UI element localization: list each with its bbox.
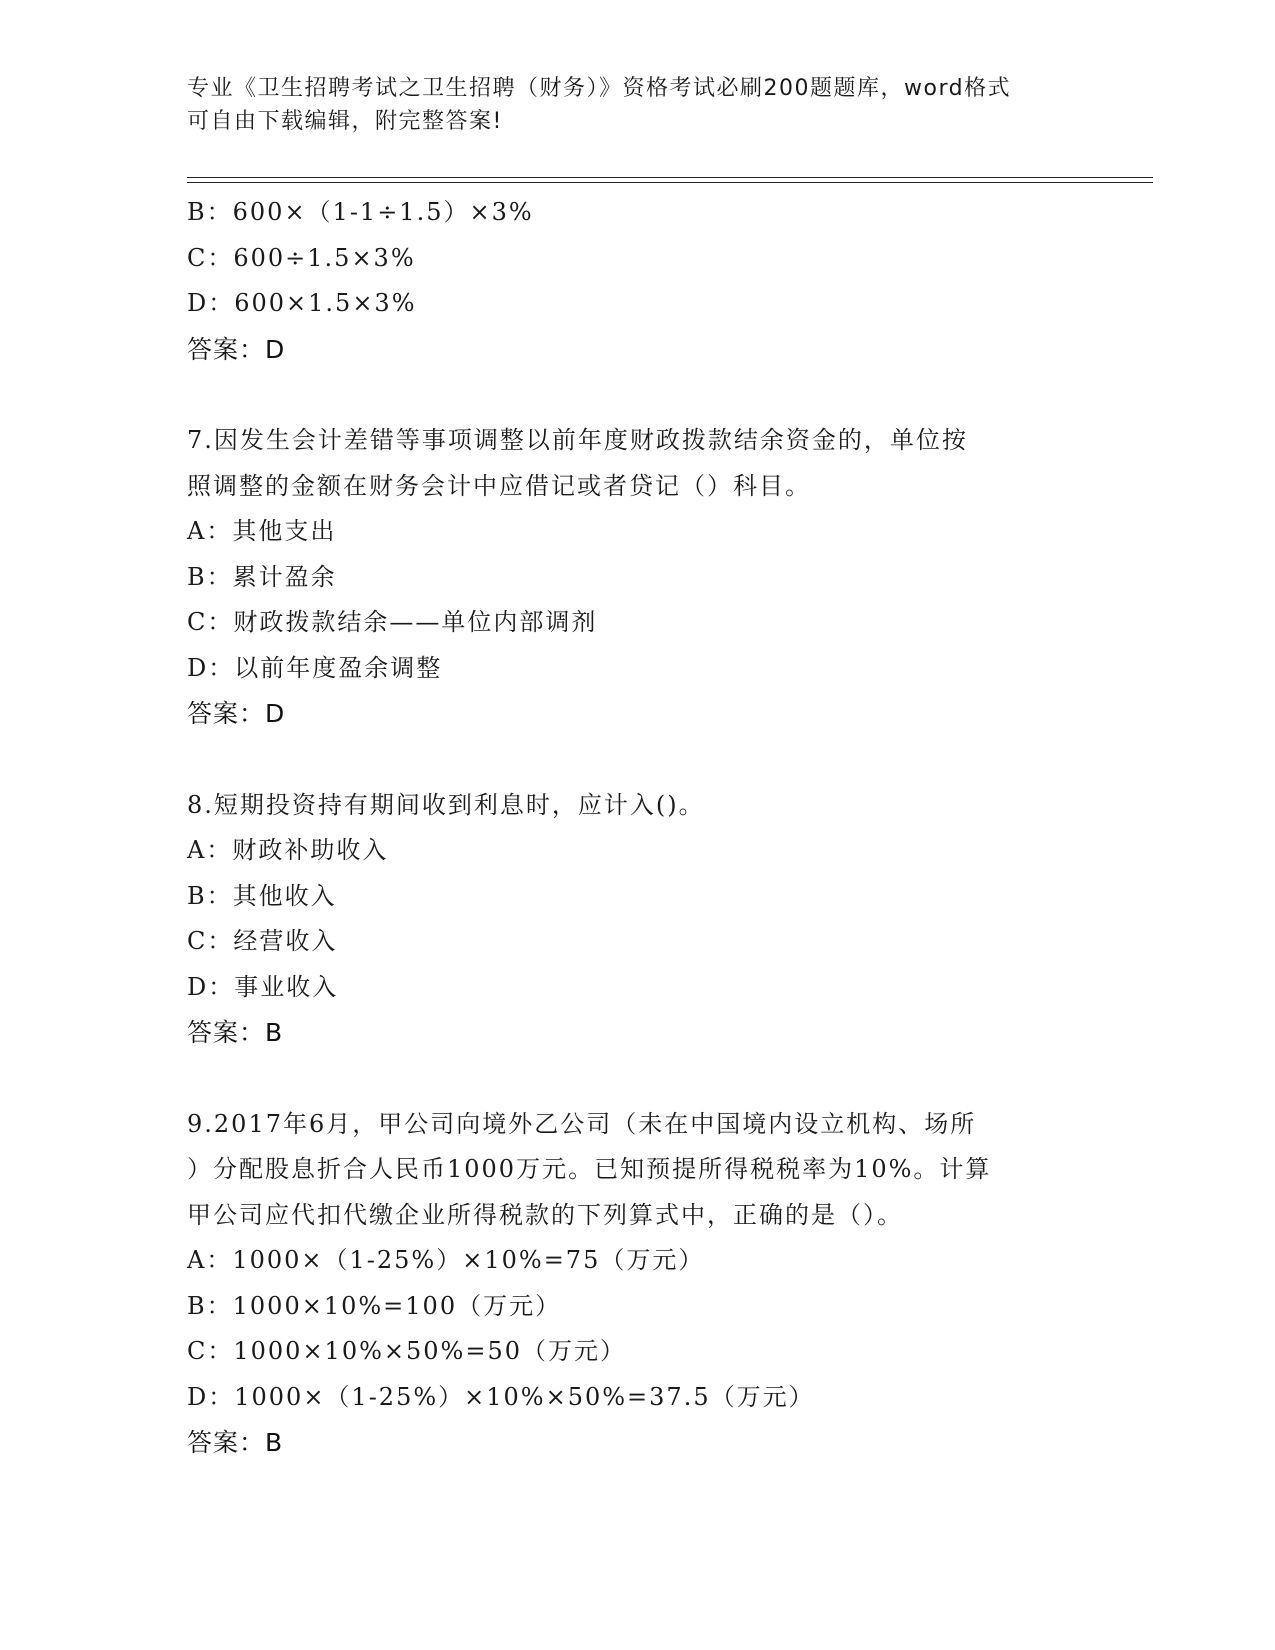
option-c: C：经营收入 bbox=[187, 927, 338, 955]
question-stem-line: 7.因发生会计差错等事项调整以前年度财政拨款结余资金的，单位按 bbox=[187, 426, 968, 454]
question-stem-line: 甲公司应代扣代缴企业所得税款的下列算式中，正确的是（）。 bbox=[187, 1200, 903, 1229]
question-6-block bbox=[187, 190, 1087, 372]
option-a: A：1000×（1-25%）×10%=75（万元） bbox=[187, 1246, 705, 1274]
option-d: D：事业收入 bbox=[187, 972, 339, 1001]
option-c: C：600÷1.5×3% bbox=[187, 243, 416, 272]
header-line-2: 可自由下载编辑，附完整答案! bbox=[187, 109, 503, 134]
question-stem-line: 照调整的金额在财务会计中应借记或者贷记（）科目。 bbox=[187, 471, 811, 500]
option-a: A：财政补助收入 bbox=[187, 836, 389, 864]
option-a: A：其他支出 bbox=[187, 517, 337, 545]
option-d: D：以前年度盈余调整 bbox=[187, 653, 443, 682]
option-c: C：财政拨款结余——单位内部调剂 bbox=[187, 608, 598, 636]
question-stem-line: 9.2017年6月，甲公司向境外乙公司（未在中国境内设立机构、场所 bbox=[187, 1109, 977, 1138]
answer-label: 答案：B bbox=[187, 1428, 284, 1457]
header-line-1: 专业《卫生招聘考试之卫生招聘（财务）》资格考试必刷200题题库，word格式 bbox=[187, 76, 1012, 101]
question-9-block bbox=[187, 1102, 1087, 1466]
option-d: D：600×1.5×3% bbox=[187, 289, 417, 317]
question-content bbox=[187, 190, 1087, 1466]
option-b: B：累计盈余 bbox=[187, 562, 337, 591]
option-b: B：1000×10%=100（万元） bbox=[187, 1291, 562, 1320]
answer-label: 答案：D bbox=[187, 334, 286, 364]
option-b: B：其他收入 bbox=[187, 881, 337, 910]
header-divider-bottom bbox=[187, 182, 1153, 183]
answer-label: 答案：B bbox=[187, 1018, 284, 1047]
header-divider-top bbox=[187, 177, 1153, 178]
option-b: B：600×（1-1÷1.5）×3% bbox=[187, 198, 534, 226]
question-stem-line: 8.短期投资持有期间收到利息时，应计入()。 bbox=[187, 790, 705, 819]
option-c: C：1000×10%×50%=50（万元） bbox=[187, 1337, 626, 1365]
document-header bbox=[187, 72, 1067, 138]
option-d: D：1000×（1-25%）×10%×50%=37.5（万元） bbox=[187, 1382, 815, 1411]
question-8-block bbox=[187, 783, 1087, 1056]
answer-label: 答案：D bbox=[187, 699, 286, 728]
question-stem-line: ）分配股息折合人民币1000万元。已知预提所得税税率为10%。计算 bbox=[187, 1155, 992, 1183]
question-7-block bbox=[187, 418, 1087, 737]
